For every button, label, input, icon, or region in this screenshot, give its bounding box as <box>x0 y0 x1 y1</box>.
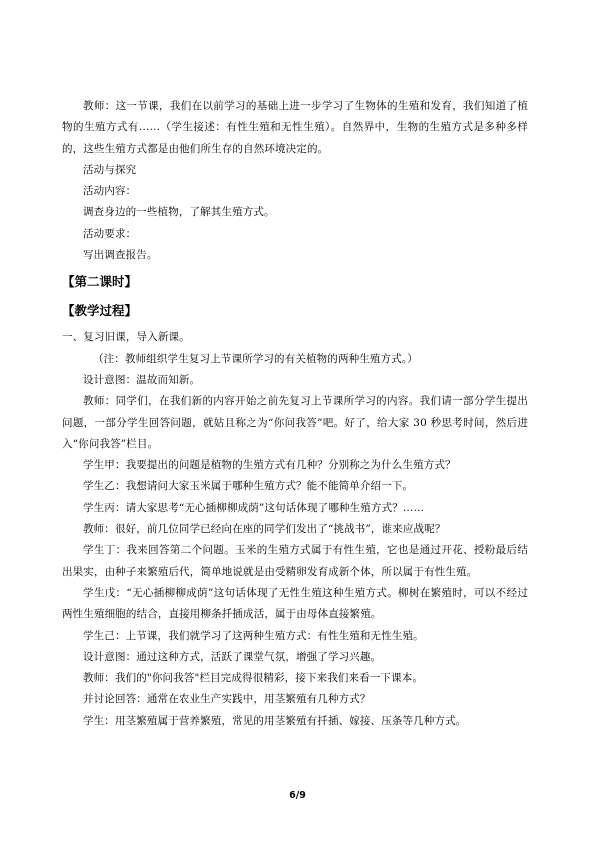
paragraph-student-answer: 学生：用茎繁殖属于营养繁殖，常见的用茎繁殖有扦插、嫁接、压条等几种方式。 <box>83 714 467 727</box>
paragraph-teacher-intro: 教师：同学们，在我们新的内容开始之前先复习上节课所学习的内容。我们请一部分学生提出问题，一部分学生回答问题，就姑且称之为“你问我答”吧。好了，给大家 30 秒思考时间，然后进入“你问我答”栏目。 <box>62 395 528 450</box>
paragraph-design-intent-2: 设计意图：通过这种方式，活跃了课堂气氛，增强了学习兴趣。 <box>83 650 382 663</box>
paragraph-design-intent-1: 设计意图：温故而知新。 <box>83 373 201 386</box>
paragraph-review-heading: 一、复习旧课，导入新课。 <box>62 331 190 344</box>
page-number: 6/9 <box>289 790 306 801</box>
paragraph-student-b: 学生乙：我想请问大家玉米属于哪种生殖方式？能不能简单介绍一下。 <box>83 480 414 493</box>
paragraph-discussion-question: 并讨论回答：通常在农业生产实践中，用茎繁殖有几种方式？ <box>83 693 371 706</box>
paragraph-student-a: 学生甲：我要提出的问题是植物的生殖方式有几种？分别称之为什么生殖方式？ <box>83 459 456 472</box>
paragraph-activity-title: 活动与探究 <box>83 163 137 176</box>
paragraph-student-f: 学生己：上节课，我们就学习了这两种生殖方式：有性生殖和无性生殖。 <box>83 629 424 642</box>
paragraph-student-d: 学生丁：我来回答第二个问题。玉米的生殖方式属于有性生殖，它也是通过开花、授粉最后结出果实，由种子来繁殖后代，简单地说就是由受精卵发育成新个体，所以属于有性生殖。 <box>62 544 528 578</box>
paragraph-student-c: 学生丙：请大家思考“无心插柳柳成荫”这句话体现了哪种生殖方式？…… <box>83 501 425 514</box>
section-heading-second-lesson: 【第二课时】 <box>62 274 138 290</box>
paragraph-teacher-textbook: 教师：我们的"你问我答"栏目完成得很精彩，接下来我们来看一下课本。 <box>83 672 424 685</box>
paragraph-student-e: 学生戊：“无心插柳柳成荫”这句话体现了无性生殖这种生殖方式。柳树在繁殖时，可以不经过两性生殖细胞的结合，直接用柳条扦插成活，属于由母体直接繁殖。 <box>62 586 528 621</box>
paragraph-teacher-summary: 教师：这一节课，我们在以前学习的基础上进一步学习了生物体的生殖和发育，我们知道了植物的生殖方式有……（学生接述：有性生殖和无性生殖）。自然界中，生物的生殖方式是多种多样的，这些生殖方式都是由他们所生存的自然环境决定的。 <box>62 100 528 155</box>
paragraph-note: （注：教师组织学生复习上节课所学习的有关植物的两种生殖方式。） <box>93 352 418 365</box>
paragraph-activity-content: 调查身边的一些植物，了解其生殖方式。 <box>83 206 275 219</box>
section-heading-teaching-process: 【教学过程】 <box>62 303 138 319</box>
paragraph-teacher-challenge: 教师：很好，前几位同学已经向在座的同学们发出了“挑战书”，谁来应战呢？ <box>83 523 446 536</box>
paragraph-activity-requirement-label: 活动要求： <box>83 227 137 240</box>
document-body <box>62 96 528 732</box>
paragraph-activity-requirement: 写出调查报告。 <box>83 249 158 262</box>
paragraph-activity-content-label: 活动内容： <box>83 185 137 198</box>
